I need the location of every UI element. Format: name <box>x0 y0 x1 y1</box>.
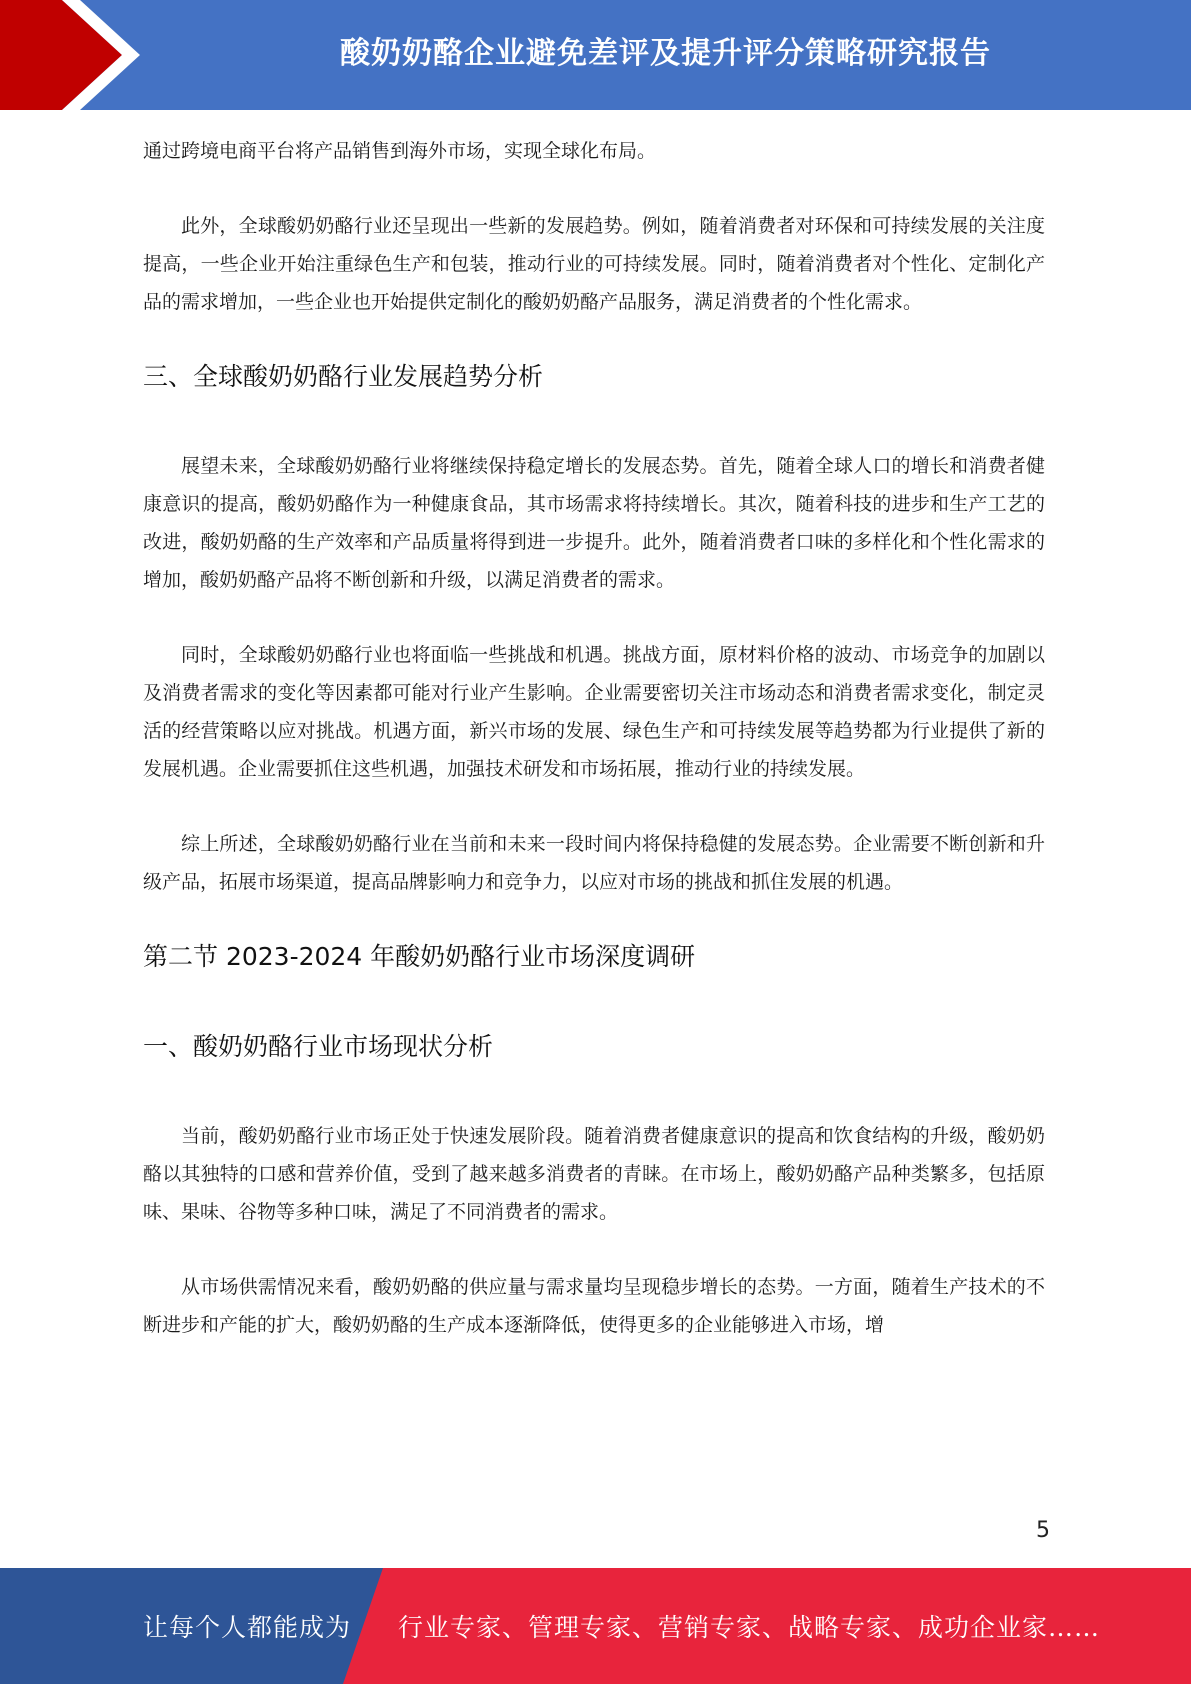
header-banner <box>0 0 1191 110</box>
section-heading: 第二节 2023-2024 年酸奶奶酪行业市场深度调研 <box>143 942 696 971</box>
paragraph: 通过跨境电商平台将产品销售到海外市场，实现全球化布局。 <box>143 140 657 162</box>
paragraph: 同时，全球酸奶奶酪行业也将面临一些挑战和机遇。挑战方面，原材料价格的波动、市场竞争的加剧以及消费者需求的变化等因素都可能对行业产生影响。企业需要密切关注市场动态和消费者需求变化，制定灵活的经营策略以应对挑战。机遇方面，新兴市场的发展、绿色生产和可持续发展等趋势都为行业提供了新的发展机遇。企业需要抓住这些机遇，加强技术研发和市场拓展，推动行业的持续发展。 <box>143 644 1045 780</box>
footer-slogan-right: 行业专家、管理专家、营销专家、战略专家、成功企业家…… <box>398 1613 1101 1642</box>
paragraph: 此外，全球酸奶奶酪行业还呈现出一些新的发展趋势。例如，随着消费者对环保和可持续发展的关注度提高，一些企业开始注重绿色生产和包装，推动行业的可持续发展。同时，随着消费者对个性化、定制化产品的需求增加，一些企业也开始提供定制化的酸奶奶酪产品服务，满足消费者的个性化需求。 <box>143 215 1045 313</box>
footer-slogan-left: 让每个人都能成为 <box>143 1613 352 1642</box>
page-content <box>143 132 1045 1344</box>
paragraph: 从市场供需情况来看，酸奶奶酪的供应量与需求量均呈现稳步增长的态势。一方面，随着生产技术的不断进步和产能的扩大，酸奶奶酪的生产成本逐渐降低，使得更多的企业能够进入市场，增 <box>143 1276 1045 1336</box>
paragraph: 当前，酸奶奶酪行业市场正处于快速发展阶段。随着消费者健康意识的提高和饮食结构的升级，酸奶奶酪以其独特的口感和营养价值，受到了越来越多消费者的青睐。在市场上，酸奶奶酪产品种类繁多，包括原味、果味、谷物等多种口味，满足了不同消费者的需求。 <box>143 1125 1045 1223</box>
section-heading: 三、全球酸奶奶酪行业发展趋势分析 <box>143 362 544 391</box>
section-heading: 一、酸奶奶酪行业市场现状分析 <box>143 1032 494 1061</box>
paragraph: 展望未来，全球酸奶奶酪行业将继续保持稳定增长的发展态势。首先，随着全球人口的增长和消费者健康意识的提高，酸奶奶酪作为一种健康食品，其市场需求将持续增长。其次，随着科技的进步和生产工艺的改进，酸奶奶酪的生产效率和产品质量将得到进一步提升。此外，随着消费者口味的多样化和个性化需求的增加，酸奶奶酪产品将不断创新和升级，以满足消费者的需求。 <box>143 455 1045 591</box>
header-arrow-graphic <box>0 0 150 110</box>
report-title: 酸奶奶酪企业避免差评及提升评分策略研究报告 <box>340 36 991 71</box>
page-number: 5 <box>1036 1518 1050 1543</box>
paragraph: 综上所述，全球酸奶奶酪行业在当前和未来一段时间内将保持稳健的发展态势。企业需要不断创新和升级产品，拓展市场渠道，提高品牌影响力和竞争力，以应对市场的挑战和抓住发展的机遇。 <box>143 833 1045 893</box>
footer-banner <box>0 1568 1191 1684</box>
